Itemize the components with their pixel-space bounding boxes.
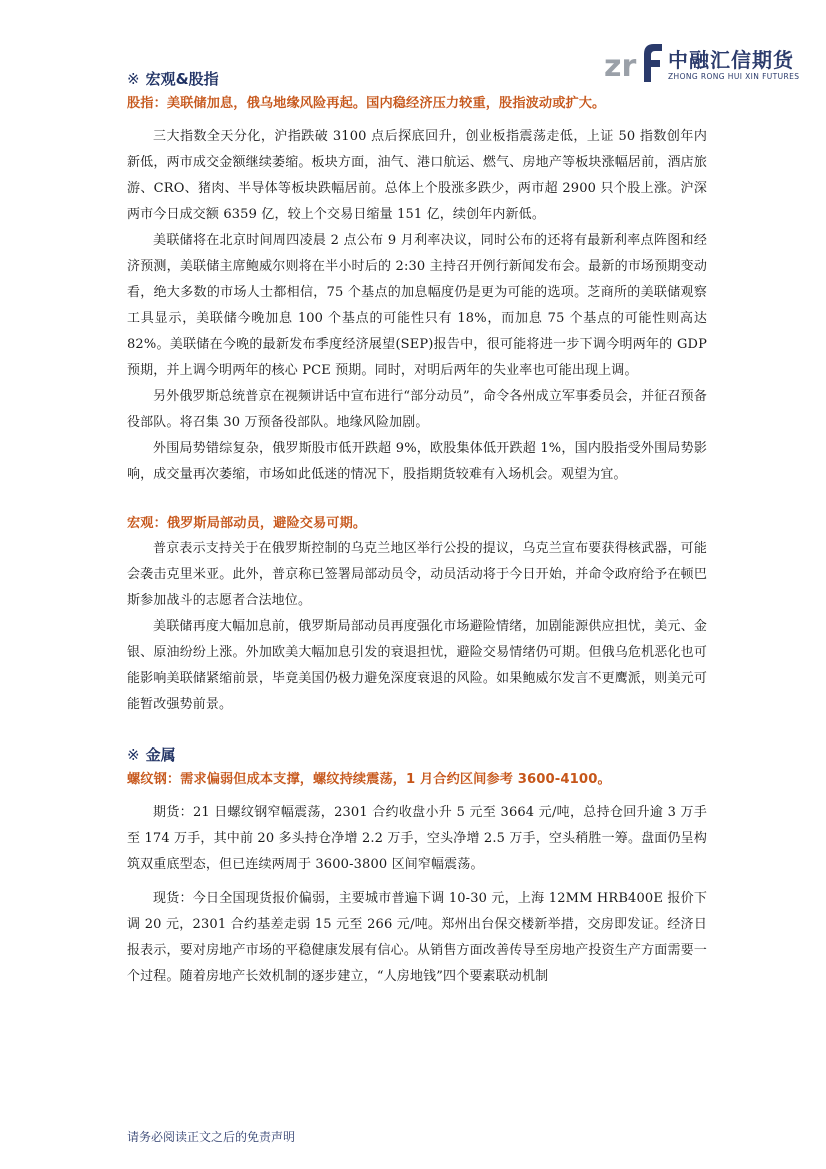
headline-macro: 宏观：俄罗斯局部动员，避险交易可期。 bbox=[127, 516, 367, 531]
section-title-text: 金属 bbox=[145, 746, 176, 764]
paragraph: 美联储再度大幅加息前，俄罗斯局部动员再度强化市场避险情绪，加剧能源供应担忧，美元、金银、原油纷纷上涨。外加欧美大幅加息引发的衰退担忧，避险交易情绪仍可期。但俄乌危机恶化也可能影响美联储紧缩前景，毕竟美国仍极力避免深度衰退的风险。如果鲍威尔发言不更鹰派，则美元可能暂改强势前景。 bbox=[127, 619, 707, 712]
section-mark-icon: ※ bbox=[127, 746, 140, 764]
paragraph: 另外俄罗斯总统普京在视频讲话中宣布进行“部分动员”，命令各州成立军事委员会，并征召预备役部队。将召集 30 万预备役部队。地缘风险加剧。 bbox=[127, 389, 707, 430]
section-mark-icon: ※ bbox=[127, 70, 140, 88]
paragraph: 三大指数全天分化，沪指跌破 3100 点后探底回升，创业板指震荡走低，上证 50 指数创年内新低，两市成交金额继续萎缩。板块方面，油气、港口航运、燃气、房地产等板块涨幅居前，酒店旅游、CRO、猪肉、半导体等板块跌幅居前。总体上个股涨多跌少，两市超 2900 只个股上涨。沪深两市今日成交额 6359 亿，较上个交易日缩量 151 亿，续创年内新低。 bbox=[127, 129, 707, 222]
logo-name-en: ZHONG RONG HUI XIN FUTURES bbox=[668, 72, 800, 81]
svg-text:zr: zr bbox=[604, 49, 637, 84]
headline-stock-index: 股指：美联储加息，俄乌地缘风险再起。国内稳经济压力较重，股指波动或扩大。 bbox=[127, 96, 606, 111]
paragraph: 现货：今日全国现货报价偏弱，主要城市普遍下调 10-30 元，上海 12MM HRB400E 报价下调 20 元，2301 合约基差走弱 15 元至 266 元/吨。郑州出台保交楼新举措，交房即发证。经济日报表示，要对房地产市场的平稳健康发展有信心。从销售方面改善传导至房地产投资生产方面需要一个过程。随着房地产长效机制的逐步建立，“人房地钱”四个要素联动机制 bbox=[127, 891, 707, 984]
paragraph: 普京表示支持关于在俄罗斯控制的乌克兰地区举行公投的提议，乌克兰宣布要获得核武器，可能会袭击克里米亚。此外，普京称已签署局部动员令，动员活动将于今日开始，并命令政府给予在顿巴斯参加战斗的志愿者合法地位。 bbox=[127, 541, 707, 608]
section-title-macro bbox=[127, 66, 707, 92]
logo-name-cn: 中融汇信期货 bbox=[668, 48, 794, 72]
paragraph: 外围局势错综复杂，俄罗斯股市低开跌超 9%，欧股集体低开跌超 1%，国内股指受外围局势影响，成交量再次萎缩，市场如此低迷的情况下，股指期货较难有入场机会。观望为宜。 bbox=[127, 441, 707, 482]
section-title-text: 宏观&股指 bbox=[145, 70, 219, 88]
paragraph: 美联储将在北京时间周四凌晨 2 点公布 9 月利率决议，同时公布的还将有最新利率点阵图和经济预测，美联储主席鲍威尔则将在半小时后的 2:30 主持召开例行新闻发布会。最新的市场预期变动看，绝大多数的市场人士都相信，75 个基点的加息幅度仍是更为可能的选项。芝商所的美联储观察工具显示，美联储今晚加息 100 个基点的可能性只有 18%，而加息 75 个基点的可能性则高达 82%。美联储在今晚的最新发布季度经济展望(SEP)报告中，很可能将进一步下调今明两年的 GDP 预期，并上调今明两年的核心 PCE 预期。同时，对明后两年的失业率也可能出现上调。 bbox=[127, 233, 707, 378]
section-title-metals bbox=[127, 742, 707, 768]
document-body bbox=[127, 66, 707, 990]
paragraph: 期货：21 日螺纹钢窄幅震荡，2301 合约收盘小升 5 元至 3664 元/吨，总持仓回升逾 3 万手至 174 万手，其中前 20 多头持仓净增 2.2 万手，空头净增 2.5 万手，空头稍胜一筹。盘面仍呈构筑双重底型态，但已连续两周于 3600-3800 区间窄幅震荡。 bbox=[127, 805, 707, 872]
disclaimer-footer: 请务必阅读正文之后的免责声明 bbox=[127, 1130, 296, 1144]
headline-rebar: 螺纹钢：需求偏弱但成本支撑，螺纹持续震荡，1 月合约区间参考 3600-4100。 bbox=[127, 772, 611, 787]
